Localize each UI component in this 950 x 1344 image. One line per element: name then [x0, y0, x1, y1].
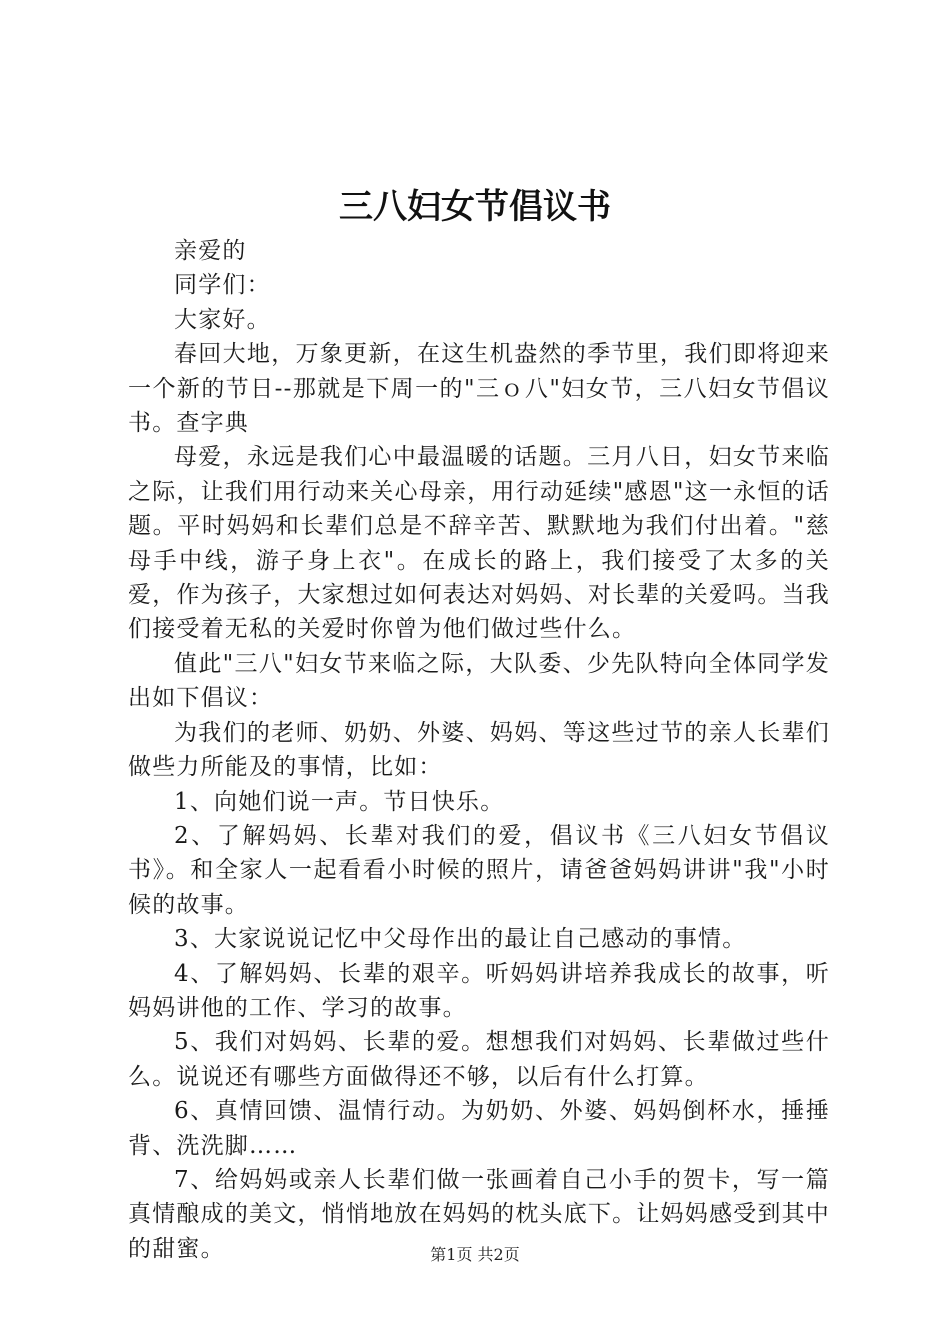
- list-item: 7、给妈妈或亲人长辈们做一张画着自己小手的贺卡，写一篇真情酿成的美文，悄悄地放在妈妈的枕头底下。让妈妈感受到其中的甜蜜。: [128, 1166, 830, 1262]
- page-number-footer: 第1页 共2页: [430, 1245, 520, 1264]
- list-item: 2、了解妈妈、长辈对我们的爱，倡议书《三八妇女节倡议书》。和全家人一起看看小时候的照片，请爸爸妈妈讲讲"我"小时候的故事。: [128, 822, 830, 918]
- list-item: 5、我们对妈妈、长辈的爱。想想我们对妈妈、长辈做过些什么。说说还有哪些方面做得还不够，以后有什么打算。: [128, 1029, 830, 1090]
- document-body: [128, 234, 830, 1266]
- list-item: 4、了解妈妈、长辈的艰辛。听妈妈讲培养我成长的故事，听妈妈讲他的工作、学习的故事。: [128, 960, 830, 1021]
- greeting-line-2: 同学们：: [174, 272, 271, 299]
- motherly-love-paragraph: 母爱，永远是我们心中最温暖的话题。三月八日，妇女节来临之际，让我们用行动来关心母亲，用行动延续"感恩"这一永恒的话题。平时妈妈和长辈们总是不辞辛苦、默默地为我们付出着。"慈母手中线，游子身上衣"。在成长的路上，我们接受了太多的关爱，作为孩子，大家想过如何表达对妈妈、对长辈的关爱吗。当我们接受着无私的关爱时你曾为他们做过些什么。: [128, 444, 830, 643]
- document-title: 三八妇女节倡议书: [339, 187, 611, 227]
- greeting-line-1: 亲爱的: [174, 238, 247, 264]
- proposal-paragraph: 值此"三八"妇女节来临之际，大队委、少先队特向全体同学发出如下倡议：: [128, 650, 830, 712]
- list-item: 3、大家说说记忆中父母作出的最让自己感动的事情。: [174, 926, 747, 953]
- greeting-line-3: 大家好。: [174, 306, 271, 333]
- intro-paragraph: 春回大地，万象更新，在这生机盎然的季节里，我们即将迎来一个新的节日--那就是下周一的"三ｏ八"妇女节，三八妇女节倡议书。查字典: [128, 341, 830, 437]
- suggestion-intro-paragraph: 为我们的老师、奶奶、外婆、妈妈、等这些过节的亲人长辈们做些力所能及的事情，比如：: [128, 719, 830, 781]
- list-item: 1、向她们说一声。节日快乐。: [174, 788, 505, 815]
- list-item: 6、真情回馈、温情行动。为奶奶、外婆、妈妈倒杯水，捶捶背、洗洗脚……: [128, 1098, 830, 1159]
